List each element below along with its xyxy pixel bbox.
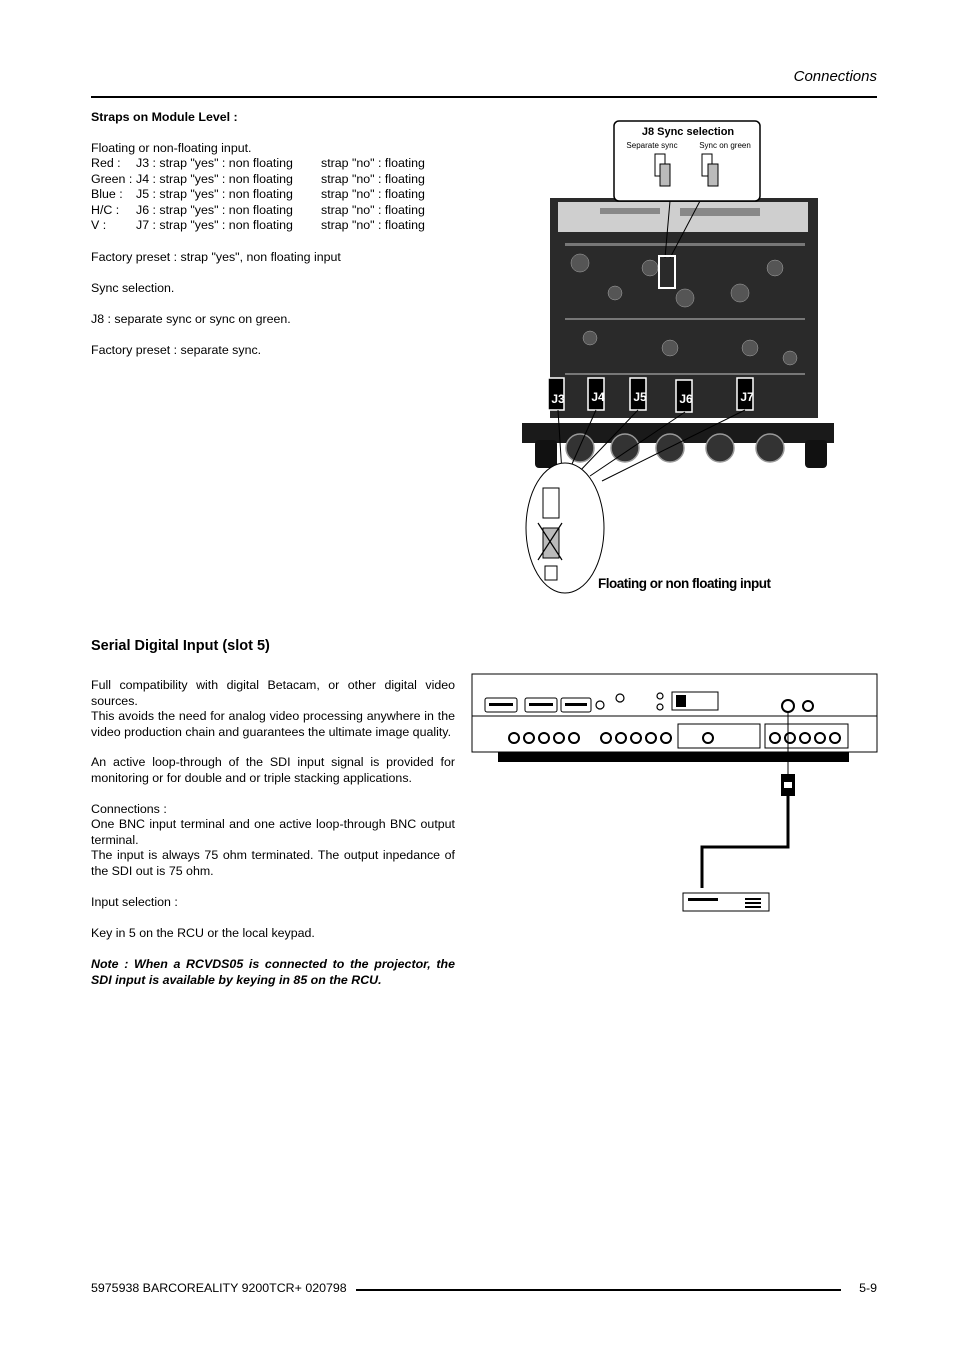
sdi-paragraph: This avoids the need for analog video processing anywhere in the video production chain and guarantees the ultimate image quality. — [91, 709, 455, 739]
sdi-paragraph: Key in 5 on the RCU or the local keypad. — [91, 926, 315, 940]
strap-no: strap "no" : floating — [321, 218, 425, 233]
sdi-note: Note : When a RCVDS05 is connected to the projector, the SDI input is available by keying in 85 on the RCU. — [91, 957, 455, 987]
strap-yes: J5 : strap "yes" : non floating — [136, 187, 293, 202]
strap-row — [91, 172, 425, 188]
strap-row — [91, 218, 425, 234]
footer-rule — [356, 1289, 841, 1291]
jumper-label-j4: J4 — [591, 390, 605, 404]
section-header: Connections — [793, 68, 877, 85]
strap-yes: J4 : strap "yes" : non floating — [136, 171, 293, 186]
strap-label: Blue : — [91, 187, 123, 202]
jumper-detail-ellipse — [526, 463, 604, 593]
j8-sync-on-green-label: Sync on green — [699, 141, 751, 150]
footer-doc-id: 5975938 BARCOREALITY 9200TCR+ 020798 — [91, 1281, 347, 1295]
sdi-module — [678, 724, 760, 748]
strap-row — [91, 203, 425, 219]
input-selection-label: Input selection : — [91, 895, 178, 909]
video-cable — [702, 796, 788, 888]
jumper-icon — [543, 488, 559, 518]
strap-yes: J7 : strap "yes" : non floating — [136, 218, 293, 233]
strap-table — [91, 156, 425, 234]
factory-preset-sync: Factory preset : separate sync. — [91, 343, 262, 357]
j8-callout-title: J8 Sync selection — [641, 126, 735, 138]
sdi-section-title: Serial Digital Input (slot 5) — [91, 638, 270, 654]
jumper-label-j7: J7 — [740, 390, 754, 404]
sdi-paragraph: One BNC input terminal and one active loop-through BNC output terminal. — [91, 817, 455, 847]
strap-row — [91, 156, 425, 172]
bnc-connector — [782, 700, 794, 712]
sdi-paragraph: Full compatibility with digital Betacam, or other digital video sources. — [91, 678, 455, 708]
figure1-caption: Floating or non floating input — [598, 576, 771, 591]
strap-no: strap "no" : floating — [321, 187, 425, 202]
header-rule — [91, 96, 877, 98]
module-board-figure — [520, 118, 840, 598]
jumper-label-j6: J6 — [679, 392, 693, 406]
sdi-paragraph: The input is always 75 ohm terminated. The output inpedance of the SDI out is 75 ohm. — [91, 848, 455, 878]
sync-selection: Sync selection. — [91, 281, 175, 295]
strap-no: strap "no" : floating — [321, 156, 425, 170]
strap-label: Green : — [91, 171, 133, 186]
connections-label: Connections : — [91, 802, 167, 816]
strap-row — [91, 187, 425, 203]
jumper-label-j5: J5 — [633, 390, 647, 404]
page-number: 5-9 — [859, 1281, 877, 1295]
panel-base — [498, 752, 849, 762]
straps-title: Straps on Module Level : — [91, 110, 238, 124]
strap-no: strap "no" : floating — [321, 202, 425, 217]
sdi-connection-figure — [470, 672, 880, 917]
factory-preset: Factory preset : strap "yes", non floating input — [91, 250, 341, 264]
strap-label: V : — [91, 218, 107, 233]
strap-label: H/C : — [91, 202, 120, 217]
strap-yes: J6 : strap "yes" : non floating — [136, 202, 293, 217]
jumper-label-j3: J3 — [551, 392, 565, 406]
board-connector — [558, 202, 808, 232]
straps-intro: Floating or non-floating input. — [91, 141, 252, 155]
sdi-paragraph: An active loop-through of the SDI input signal is provided for monitoring or for double and or triple stacking applications. — [91, 755, 455, 785]
j8-description: J8 : separate sync or sync on green. — [91, 312, 291, 326]
bnc-connector — [803, 701, 813, 711]
strap-label: Red : — [91, 156, 121, 170]
strap-yes: J3 : strap "yes" : non floating — [136, 156, 293, 170]
strap-no: strap "no" : floating — [321, 171, 425, 186]
j8-separate-sync-label: Separate sync — [626, 141, 678, 150]
